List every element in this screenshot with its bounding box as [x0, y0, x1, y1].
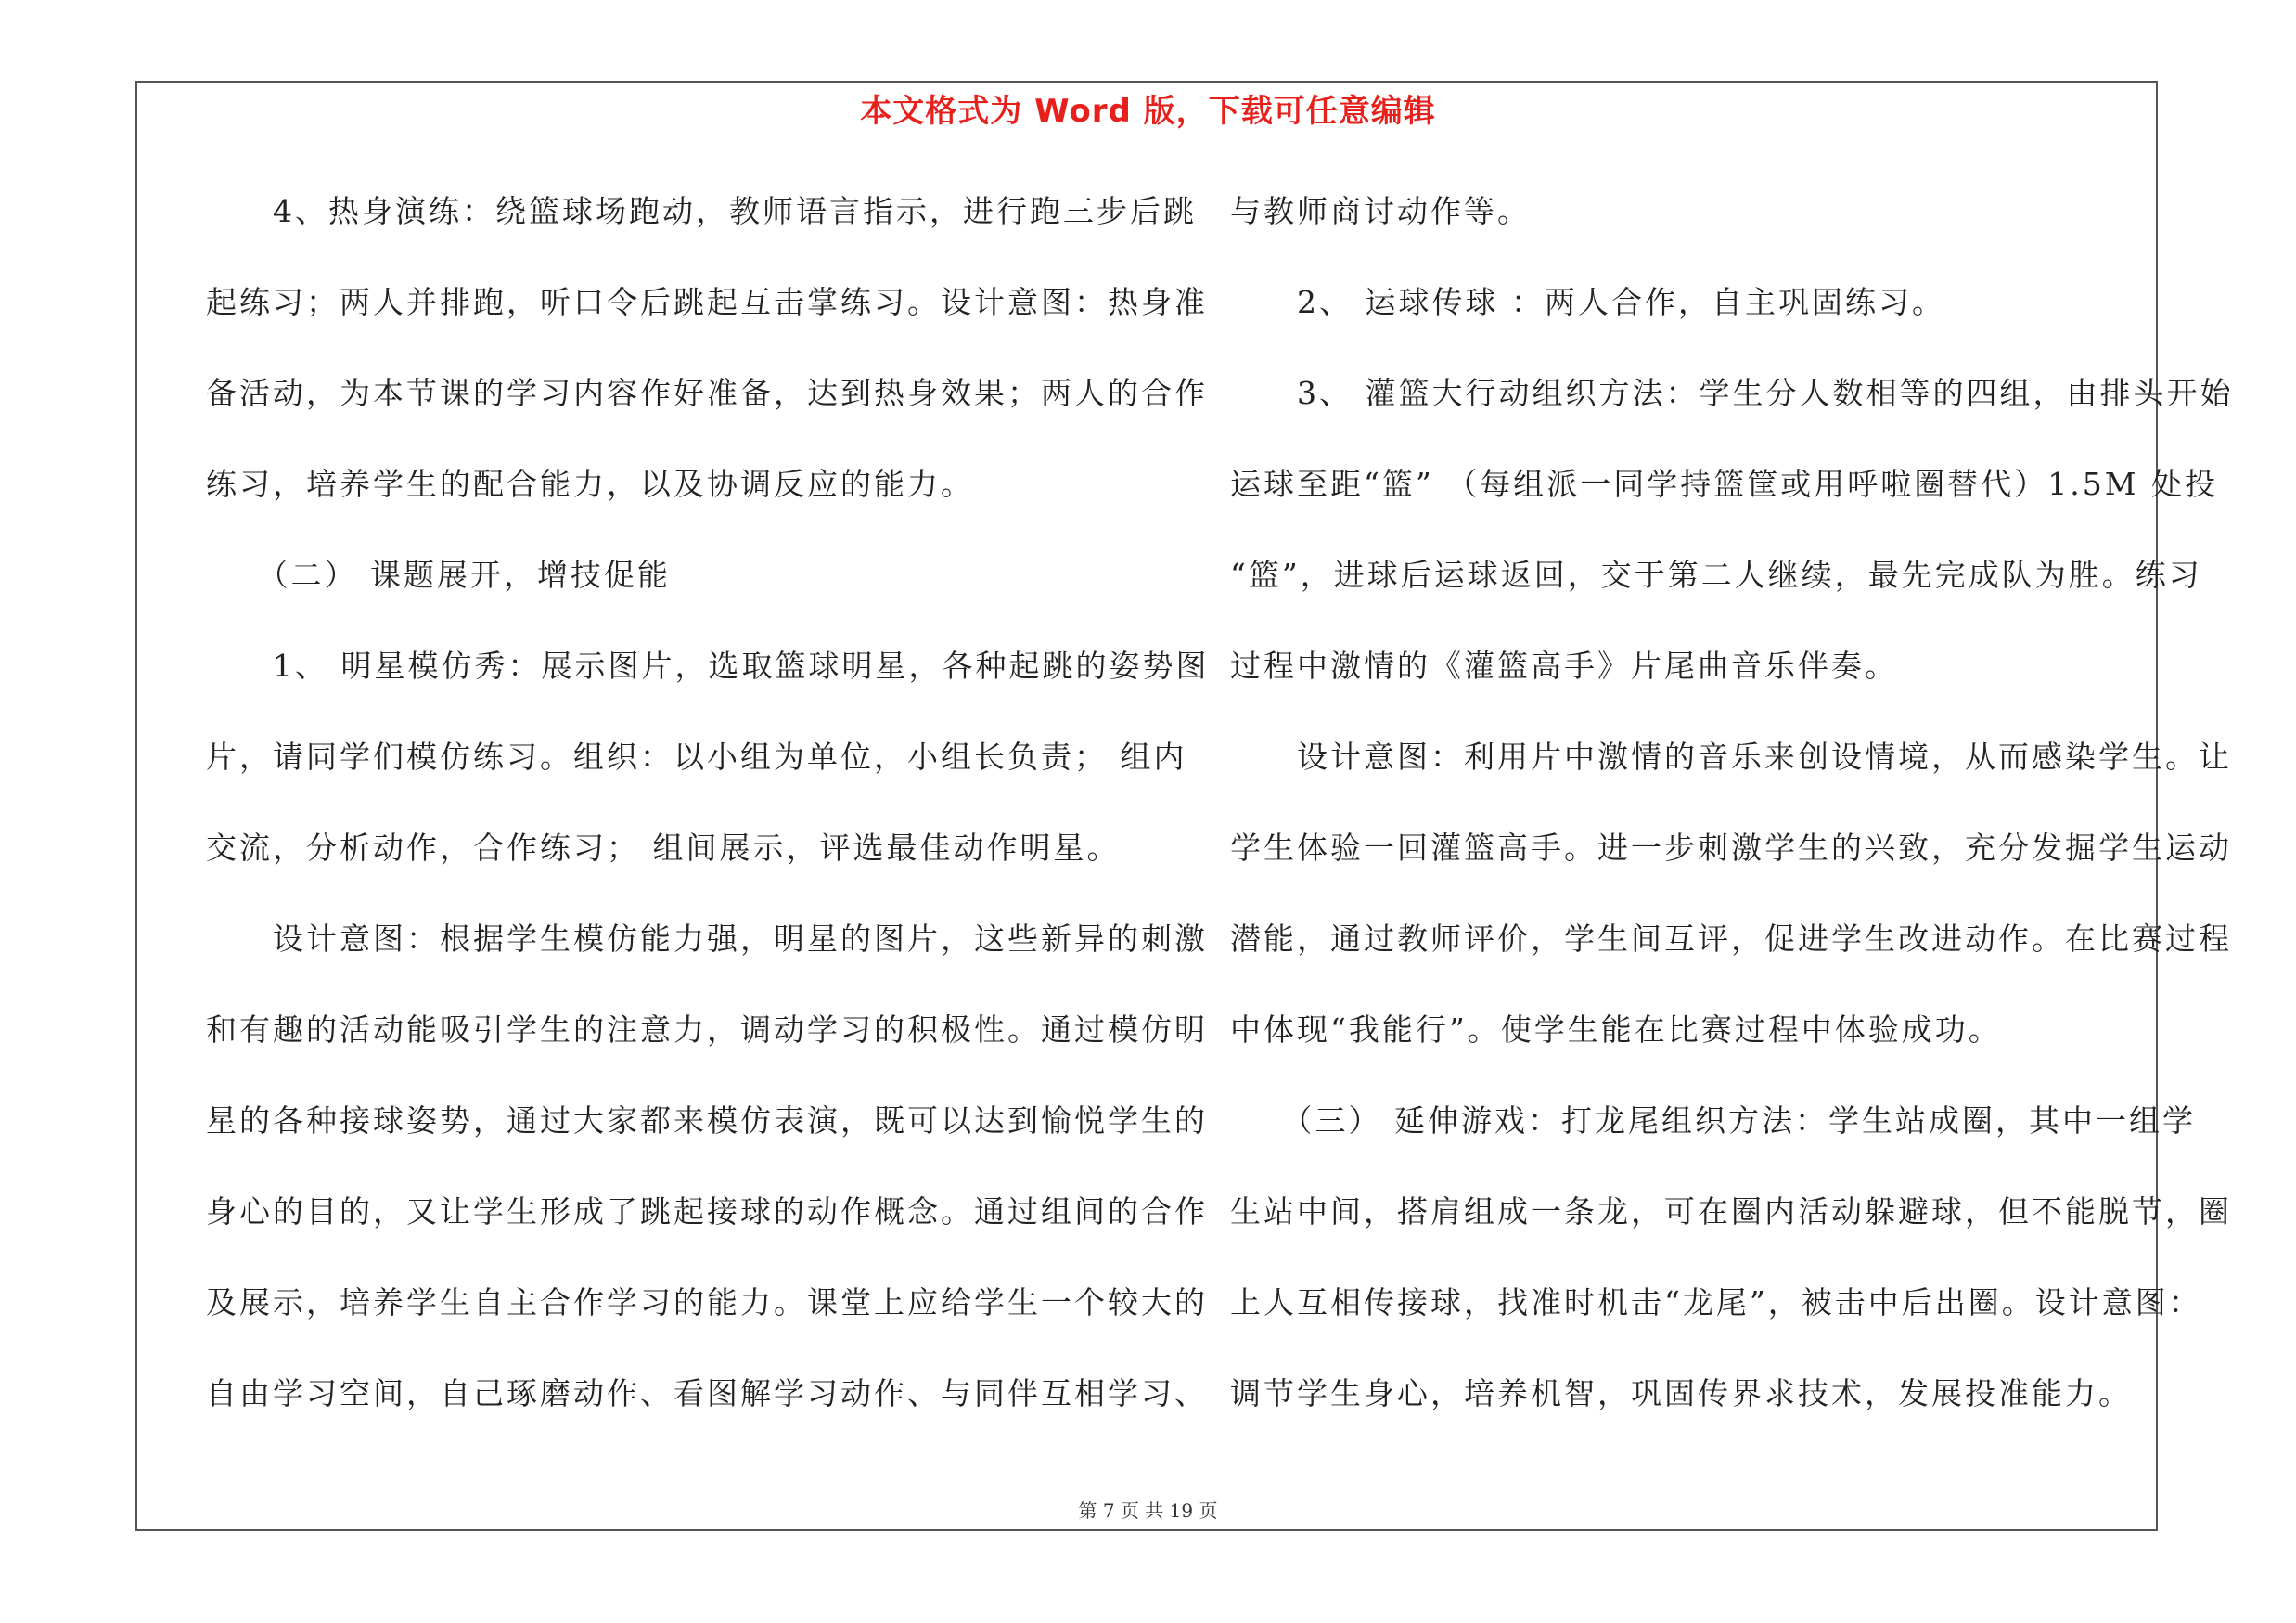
- right-column: [1230, 184, 2234, 1457]
- text-line: 片，请同学们模仿练习。组织：以小组为单位，小组长负责； 组内: [206, 739, 1187, 775]
- text-line: 练习，培养学生的配合能力，以及协调反应的能力。: [206, 466, 974, 502]
- text-line: 生站中间，搭肩组成一条龙，可在圈内活动躲避球，但不能脱节，圈: [1230, 1193, 2232, 1230]
- text-line: 调节学生身心，培养机智，巩固传界求技术，发展投准能力。: [1230, 1375, 2132, 1411]
- text-line: 起练习；两人并排跑，听口令后跳起互击掌练习。设计意图：热身准: [206, 284, 1208, 320]
- text-line: 设计意图：利用片中激情的音乐来创设情境，从而感染学生。让: [1230, 739, 2232, 775]
- text-line: 3、 灌篮大行动组织方法：学生分人数相等的四组，由排头开始: [1230, 375, 2234, 411]
- text-line: 和有趣的活动能吸引学生的注意力，调动学习的积极性。通过模仿明: [206, 1011, 1208, 1048]
- text-line: 身心的目的，又让学生形成了跳起接球的动作概念。通过组间的合作: [206, 1193, 1208, 1230]
- text-line: 4、热身演练：绕篮球场跑动，教师语言指示，进行跑三步后跳: [206, 193, 1197, 229]
- section-heading: （二） 课题展开，增技促能: [206, 557, 671, 593]
- text-line: 设计意图：根据学生模仿能力强，明星的图片，这些新异的刺激: [206, 921, 1208, 957]
- text-line: 星的各种接球姿势，通过大家都来模仿表演，既可以达到愉悦学生的: [206, 1102, 1208, 1139]
- text-line: 学生体验一回灌篮高手。进一步刺激学生的兴致，充分发掘学生运动: [1230, 830, 2232, 866]
- format-banner: 本文格式为 Word 版，下载可任意编辑: [860, 93, 1436, 130]
- text-line: 及展示，培养学生自主合作学习的能力。课堂上应给学生一个较大的: [206, 1284, 1208, 1320]
- text-line: 1、 明星模仿秀：展示图片，选取篮球明星，各种起跳的姿势图: [206, 648, 1210, 684]
- text-line: “篮”，进球后运球返回，交于第二人继续，最先完成队为胜。练习: [1230, 557, 2202, 593]
- text-line: 运球至距“篮” （每组派一同学持篮筐或用呼啦圈替代）1.5M 处投: [1230, 466, 2218, 502]
- text-line: 潜能，通过教师评价，学生间互评，促进学生改进动作。在比赛过程: [1230, 921, 2232, 957]
- text-line: 备活动，为本节课的学习内容作好准备，达到热身效果；两人的合作: [206, 375, 1208, 411]
- left-column: [206, 184, 1210, 1457]
- text-line: 2、 运球传球 ：两人合作，自主巩固练习。: [1230, 284, 1945, 320]
- text-line: 自由学习空间，自己琢磨动作、看图解学习动作、与同伴互相学习、: [206, 1375, 1208, 1411]
- text-line: 与教师商讨动作等。: [1230, 193, 1531, 229]
- text-line: 交流，分析动作，合作练习； 组间展示，评选最佳动作明星。: [206, 830, 1121, 866]
- text-line: 中体现“我能行”。使学生能在比赛过程中体验成功。: [1230, 1011, 2002, 1048]
- section-heading: （三） 延伸游戏：打龙尾组织方法：学生站成圈，其中一组学: [1230, 1102, 2196, 1139]
- text-line: 过程中激情的《灌篮高手》片尾曲音乐伴奏。: [1230, 648, 1898, 684]
- page-number-footer: 第 7 页 共 19 页: [1078, 1500, 1218, 1522]
- text-line: 上人互相传接球，找准时机击“龙尾”，被击中后出圈。设计意图：: [1230, 1284, 2202, 1320]
